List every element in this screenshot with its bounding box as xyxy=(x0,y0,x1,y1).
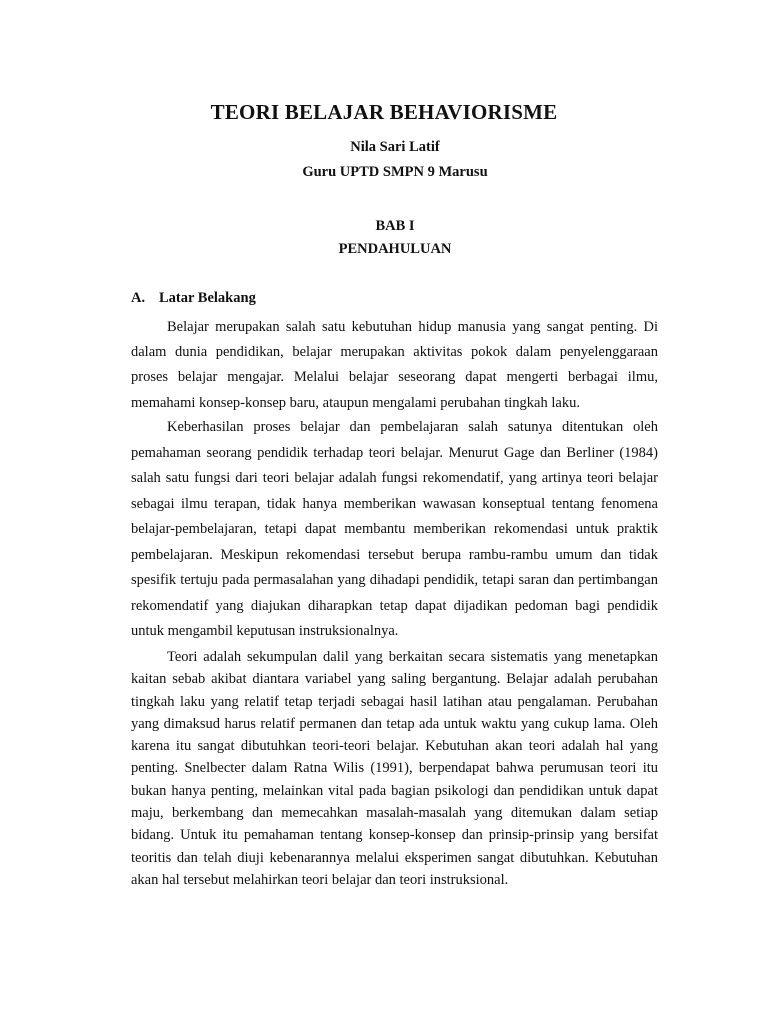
section-number: A. xyxy=(131,290,146,306)
author-name: Nila Sari Latif xyxy=(350,139,440,155)
paragraph-2: Keberhasilan proses belajar dan pembelajaran salah satunya ditentukan oleh pemahaman seorang pendidik terhadap teori belajar. Menurut Gage dan Berliner (1984) salah satu fungsi dari teori belajar adalah fungsi rekomendatif, yang artinya teori belajar sebagai ilmu terapan, tidak hanya memberikan wawasan konseptual tentang fenomena belajar-pembelajaran, tetapi dapat membantu memberikan rekomendasi untuk praktik pembelajaran. Meskipun rekomendasi tersebut berupa rambu-rambu umum dan tidak spesifik tertuju pada permasalahan yang dihadapi pendidik, tetapi saran dan pertimbangan rekomendatif yang diajukan diharapkan tetap dapat dijadikan pedoman bagi pendidik untuk mengambil keputusan instruksionalnya. xyxy=(131,419,658,639)
section-heading xyxy=(131,290,256,307)
author-affiliation: Guru UPTD SMPN 9 Marusu xyxy=(302,164,488,180)
chapter-title: PENDAHULUAN xyxy=(338,241,452,257)
chapter-number: BAB I xyxy=(375,218,415,234)
section-title: Latar Belakang xyxy=(159,290,256,306)
paragraph-1: Belajar merupakan salah satu kebutuhan hidup manusia yang sangat penting. Di dalam dunia pendidikan, belajar merupakan aktivitas pokok dalam penyelenggaraan proses belajar mengajar. Melalui belajar seseorang dapat mengerti berbagai ilmu, memahami konsep-konsep baru, ataupun mengalami perubahan tingkah laku. xyxy=(131,319,658,411)
document-title: TEORI BELAJAR BEHAVIORISME xyxy=(210,100,558,124)
paragraph-3: Teori adalah sekumpulan dalil yang berkaitan secara sistematis yang menetapkan kaitan sebab akibat diantara variabel yang saling bergantung. Belajar adalah perubahan tingkah laku yang relatif tetap terjadi sebagai hasil latihan atau pengalaman. Perubahan yang dimaksud harus relatif permanen dan tetap ada untuk waktu yang cukup lama. Oleh karena itu sangat dibutuhkan teori-teori belajar. Kebutuhan akan teori adalah hal yang penting. Snelbecter dalam Ratna Wilis (1991), berpendapat bahwa perumusan teori itu bukan hanya penting, melainkan vital pada bagian psikologi dan pendidikan untuk dapat maju, berkembang dan memecahkan masalah-masalah yang ditemukan dalam setiap bidang. Untuk itu pemahaman tentang konsep-konsep dan prinsip-prinsip yang bersifat teoritis dan telah diuji kebenarannya melalui eksperimen sangat dibutuhkan. Kebutuhan akan hal tersebut melahirkan teori belajar dan teori instruksional. xyxy=(131,649,658,888)
